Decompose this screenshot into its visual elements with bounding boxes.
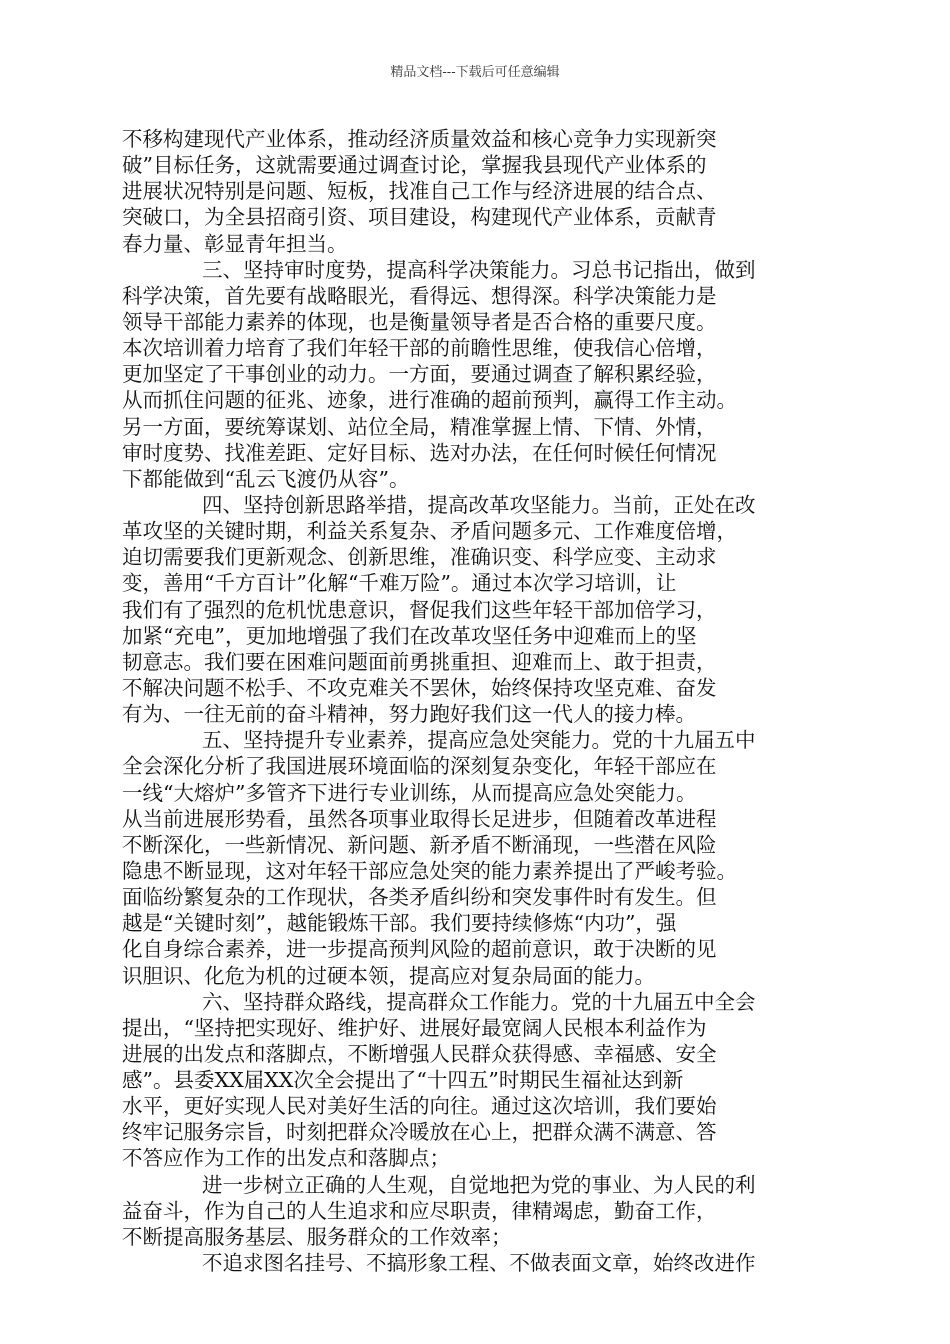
text-line: 化自身综合素养，进一步提高预判风险的超前意识，敢于决断的见 xyxy=(122,937,717,962)
text-line: 越是“关键时刻”，越能锻炼干部。我们要持续修炼“内功”，强 xyxy=(122,911,677,936)
text-line: 我们有了强烈的危机忧患意识，督促我们这些年轻干部加倍学习， xyxy=(122,597,717,622)
text-line: 不断深化，一些新情况、新问题、新矛盾不断涌现，一些潜在风险 xyxy=(122,832,717,857)
text-line: 隐患不断显现，这对年轻干部应急处突的能力素养提出了严峻考验。 xyxy=(122,858,737,883)
text-line: 不解决问题不松手、不攻克难关不罢休，始终保持攻坚克难、奋发 xyxy=(122,675,717,700)
text-line: 终牢记服务宗旨，时刻把群众冷暖放在心上，把群众满不满意、答 xyxy=(122,1120,717,1145)
text-line: 从而抓住问题的征兆、迹象，进行准确的超前预判，赢得工作主动。 xyxy=(122,388,737,413)
text-line: 破”目标任务，这就需要通过调查讨论，掌握我县现代产业体系的 xyxy=(122,153,707,178)
text-line: 感”。县委XX届XX次全会提出了“十四五”时期民生福祉达到新 xyxy=(122,1068,684,1093)
text-line: 水平，更好实现人民对美好生活的向往。通过这次培训，我们要始 xyxy=(122,1094,717,1119)
text-line: 科学决策，首先要有战略眼光，看得远、想得深。科学决策能力是 xyxy=(122,283,717,308)
text-line: 有为、一往无前的奋斗精神，努力跑好我们这一代人的接力棒。 xyxy=(122,702,696,727)
text-line: 进展状况特别是问题、短板，找准自己工作与经济进展的结合点、 xyxy=(122,179,717,204)
page-header: 精品文档---下载后可任意编辑 xyxy=(390,65,560,80)
text-line: 另一方面，要统筹谋划、站位全局，精准掌握上情、下情、外情， xyxy=(122,414,717,439)
text-line: 不移构建现代产业体系，推动经济质量效益和核心竞争力实现新突 xyxy=(122,127,717,151)
text-line: 审时度势、找准差距、定好目标、选对办法，在任何时候任何情况 xyxy=(122,440,717,465)
section-heading-line: 六、坚持群众路线，提高群众工作能力。党的十九届五中全会 xyxy=(202,989,756,1014)
text-line: 突破口，为全县招商引资、项目建设，构建现代产业体系，贡献青 xyxy=(122,205,717,230)
text-line: 下都能做到“乱云飞渡仍从容”。 xyxy=(122,466,410,491)
text-line: 更加坚定了干事创业的动力。一方面，要通过调查了解积累经验， xyxy=(122,362,717,387)
section-heading-line: 五、坚持提升专业素养，提高应急处突能力。党的十九届五中 xyxy=(202,728,756,753)
text-line: 一线“大熔炉”多管齐下进行专业训练，从而提高应急处突能力。 xyxy=(122,780,697,805)
text-line: 革攻坚的关键时期，利益关系复杂、矛盾问题多元、工作难度倍增， xyxy=(122,519,737,544)
text-line: 变，善用“千方百计”化解“千难万险”。通过本次学习培训，让 xyxy=(122,571,677,596)
text-line: 领导干部能力素养的体现，也是衡量领导者是否合格的重要尺度。 xyxy=(122,309,717,334)
text-line: 迫切需要我们更新观念、创新思维，准确识变、科学应变、主动求 xyxy=(122,545,717,570)
section-heading-line: 四、坚持创新思路举措，提高改革攻坚能力。当前，正处在改 xyxy=(202,492,756,517)
paragraph-start-line: 进一步树立正确的人生观，自觉地把为党的事业、为人民的利 xyxy=(202,1172,756,1197)
text-line: 不断提高服务基层、服务群众的工作效率； xyxy=(122,1224,512,1249)
text-line: 进展的出发点和落脚点，不断增强人民群众获得感、幸福感、安全 xyxy=(122,1041,717,1066)
text-line: 面临纷繁复杂的工作现状，各类矛盾纠纷和突发事件时有发生。但 xyxy=(122,885,717,910)
text-line: 韧意志。我们要在困难问题面前勇挑重担、迎难而上、敢于担责， xyxy=(122,649,717,674)
text-line: 春力量、彰显青年担当。 xyxy=(122,231,348,256)
text-line: 识胆识、化危为机的过硬本领，提高应对复杂局面的能力。 xyxy=(122,963,655,988)
paragraph-start-line: 不追求图名挂号、不搞形象工程、不做表面文章，始终改进作 xyxy=(202,1251,756,1276)
text-line: 不答应作为工作的出发点和落脚点； xyxy=(122,1146,450,1171)
text-line: 益奋斗，作为自己的人生追求和应尽职责，律精竭虑，勤奋工作， xyxy=(122,1198,717,1223)
section-heading-line: 三、坚持审时度势，提高科学决策能力。习总书记指出，做到 xyxy=(202,257,756,282)
text-line: 从当前进展形势看，虽然各项事业取得长足进步，但随着改革进程 xyxy=(122,806,717,831)
text-line: 加紧“充电”，更加地增强了我们在改革攻坚任务中迎难而上的坚 xyxy=(122,623,697,648)
text-line: 提出，“坚持把实现好、维护好、进展好最宽阔人民根本利益作为 xyxy=(122,1015,707,1040)
text-line: 本次培训着力培育了我们年轻干部的前瞻性思维，使我信心倍增， xyxy=(122,336,717,361)
document-body xyxy=(122,126,822,1276)
text-line: 全会深化分析了我国进展环境面临的深刻复杂变化，年轻干部应在 xyxy=(122,754,717,779)
